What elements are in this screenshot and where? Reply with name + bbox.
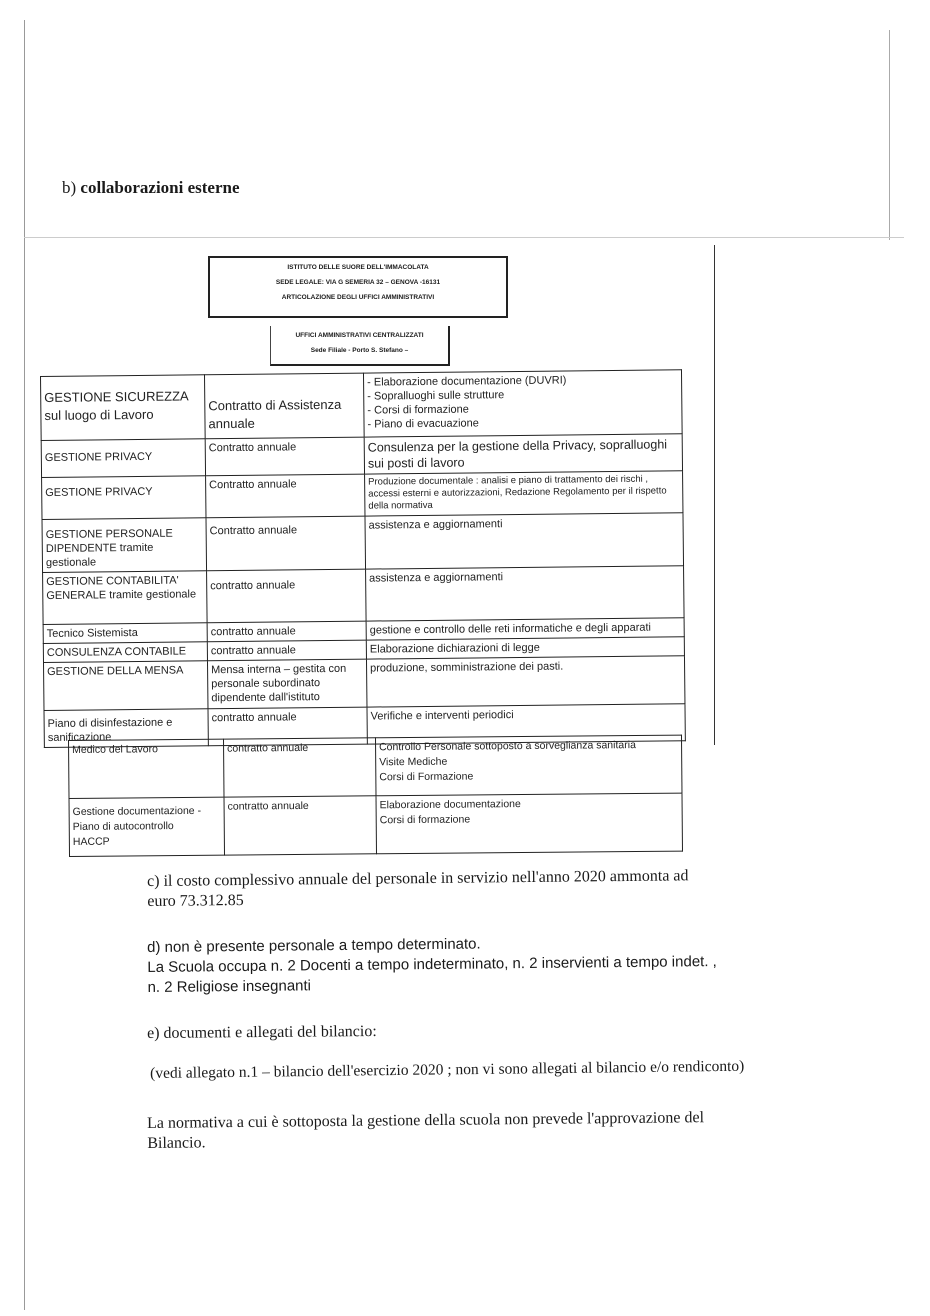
- paragraph-line: euro 73.312.85: [147, 891, 244, 910]
- institute-subtitle: ARTICOLAZIONE DEGLI UFFICI AMMINISTRATIVI: [281, 294, 435, 301]
- table-cell-activity: Elaborazione dichiarazioni di legge: [366, 637, 684, 659]
- table-cell-contract: Contratto annuale: [205, 437, 364, 476]
- table-cell-activity: [363, 370, 682, 437]
- table-cell-contract: contratto annuale: [208, 707, 367, 746]
- table-cell-activity: Consulenza per la gestione della Privacy, sopralluoghi sui posti di lavoro: [364, 434, 682, 474]
- left-margin-line: [24, 20, 25, 1310]
- paragraph-c: [147, 866, 689, 912]
- service-line: Gestione documentazione -: [72, 804, 202, 818]
- horizontal-rule: [24, 237, 904, 238]
- paragraph-e: [147, 1022, 377, 1044]
- list-item: - Piano di evacuazione: [367, 414, 678, 431]
- table-cell-activity: produzione, somministrazione dei pasti.: [366, 656, 684, 707]
- table-cell-service: Piano di disinfestazione e sanificazione: [44, 709, 208, 748]
- table-cell-service: Medico del Lavoro: [69, 739, 225, 798]
- table-cell-contract: contratto annuale: [207, 569, 367, 623]
- table-row: [41, 370, 683, 441]
- table-cell-service: GESTIONE DELLA MENSA: [44, 661, 208, 711]
- table-cell-contract: contratto annuale: [207, 621, 366, 642]
- table-row: [69, 793, 682, 856]
- activity-line: Corsi di formazione: [379, 813, 471, 827]
- health-safety-table: [68, 735, 683, 857]
- table-cell-contract: contratto annuale: [224, 796, 377, 855]
- table-cell-service: CONSULENZA CONTABILE: [43, 642, 207, 663]
- paragraph-line: n. 2 Religiose insegnanti: [147, 977, 312, 996]
- table-cell-activity: [376, 793, 682, 854]
- table-cell-service: GESTIONE SICUREZZA sul luogo di Lavoro: [41, 375, 206, 441]
- paragraph-normativa: [147, 1108, 704, 1154]
- table-cell-activity: Produzione documentale : analisi e piano di trattamento dei rischi , accessi esterni e autorizzazioni, Redazione Regolamento per il rispetto della normativa: [365, 471, 683, 516]
- institute-address: SEDE LEGALE: VIA G SEMERIA 32 – GENOVA -16131: [275, 279, 441, 286]
- paragraph-line: d) non è presente personale a tempo determinato.: [147, 935, 481, 956]
- table-cell-contract: Contratto annuale: [206, 516, 366, 571]
- paragraph-allegato: [150, 1057, 744, 1084]
- institute-header-box: [208, 256, 508, 318]
- activity-line: Corsi di Formazione: [379, 770, 474, 784]
- table-cell-contract: Contratto annuale: [206, 474, 365, 518]
- office-title: UFFICI AMMINISTRATIVI CENTRALIZZATI: [295, 332, 424, 339]
- table-row: [43, 566, 685, 625]
- paragraph-line: (vedi allegato n.1 – bilancio dell'esercizio 2020 ; non vi sono allegati al bilancio e/o rendiconto): [150, 1057, 745, 1082]
- table-row: [69, 735, 682, 798]
- paragraph-line: Bilancio.: [147, 1134, 206, 1152]
- table-cell-activity: assistenza e aggiornamenti: [365, 513, 684, 569]
- service-line: Piano di autocontrollo: [72, 820, 174, 833]
- paragraph-line: La Scuola occupa n. 2 Docenti a tempo indeterminato, n. 2 inservienti a tempo indet. ,: [147, 953, 717, 976]
- activity-list: [367, 372, 679, 431]
- table-cell-contract: contratto annuale: [223, 738, 376, 797]
- table-cell-service: GESTIONE PRIVACY: [41, 439, 205, 478]
- activity-line: Visite Mediche: [379, 755, 448, 769]
- table-row: [44, 656, 685, 711]
- table-cell-activity: gestione e controllo delle reti informatiche e degli apparati: [366, 618, 684, 640]
- table-cell-service: GESTIONE PRIVACY: [42, 476, 206, 520]
- office-location: Sede Filiale - Porto S. Stefano –: [310, 347, 409, 354]
- activity-line: Controllo Personale sottoposto a sorveglianza sanitaria: [379, 739, 636, 754]
- list-item: - Sopralluoghi sulle strutture: [367, 386, 678, 403]
- list-item: - Elaborazione documentazione (DUVRI): [367, 372, 678, 389]
- heading-prefix: b): [62, 178, 77, 197]
- table-row: [42, 513, 684, 573]
- activity-line: Elaborazione documentazione: [379, 798, 521, 812]
- table-cell-activity: assistenza e aggiornamenti: [366, 566, 685, 621]
- table-cell-contract: contratto annuale: [207, 640, 366, 661]
- inner-vertical-line: [714, 245, 715, 745]
- right-margin-line: [889, 30, 890, 240]
- table-cell-service: GESTIONE CONTABILITA' GENERALE tramite gestionale: [43, 571, 208, 625]
- paragraph-line: e) documenti e allegati del bilancio:: [147, 1022, 377, 1042]
- table-cell-contract: Contratto di Assistenza annuale: [204, 373, 364, 439]
- service-line: HACCP: [72, 835, 110, 848]
- section-heading-b: [62, 178, 240, 198]
- table-cell-service: GESTIONE PERSONALE DIPENDENTE tramite gestionale: [42, 518, 207, 573]
- table-cell-activity: [375, 735, 681, 796]
- institute-name: ISTITUTO DELLE SUORE DELL'IMMACOLATA: [287, 264, 429, 271]
- table-row: [42, 471, 683, 520]
- table-cell-activity: Verifiche e interventi periodici: [367, 704, 685, 744]
- list-item: - Corsi di formazione: [367, 400, 678, 417]
- office-header-box: [270, 326, 450, 366]
- paragraph-line: c) il costo complessivo annuale del personale in servizio nell'anno 2020 ammonta ad: [147, 867, 689, 890]
- table-cell-service: [69, 797, 225, 856]
- heading-text: collaborazioni esterne: [80, 178, 240, 197]
- table-cell-contract: Mensa interna – gestita con personale subordinato dipendente dall'istituto: [207, 659, 366, 709]
- collaborations-table: [40, 369, 686, 748]
- paragraph-line: La normativa a cui è sottoposta la gestione della scuola non prevede l'approvazione del: [147, 1109, 705, 1132]
- table-cell-service: Tecnico Sistemista: [43, 623, 207, 644]
- paragraph-d: [147, 932, 717, 998]
